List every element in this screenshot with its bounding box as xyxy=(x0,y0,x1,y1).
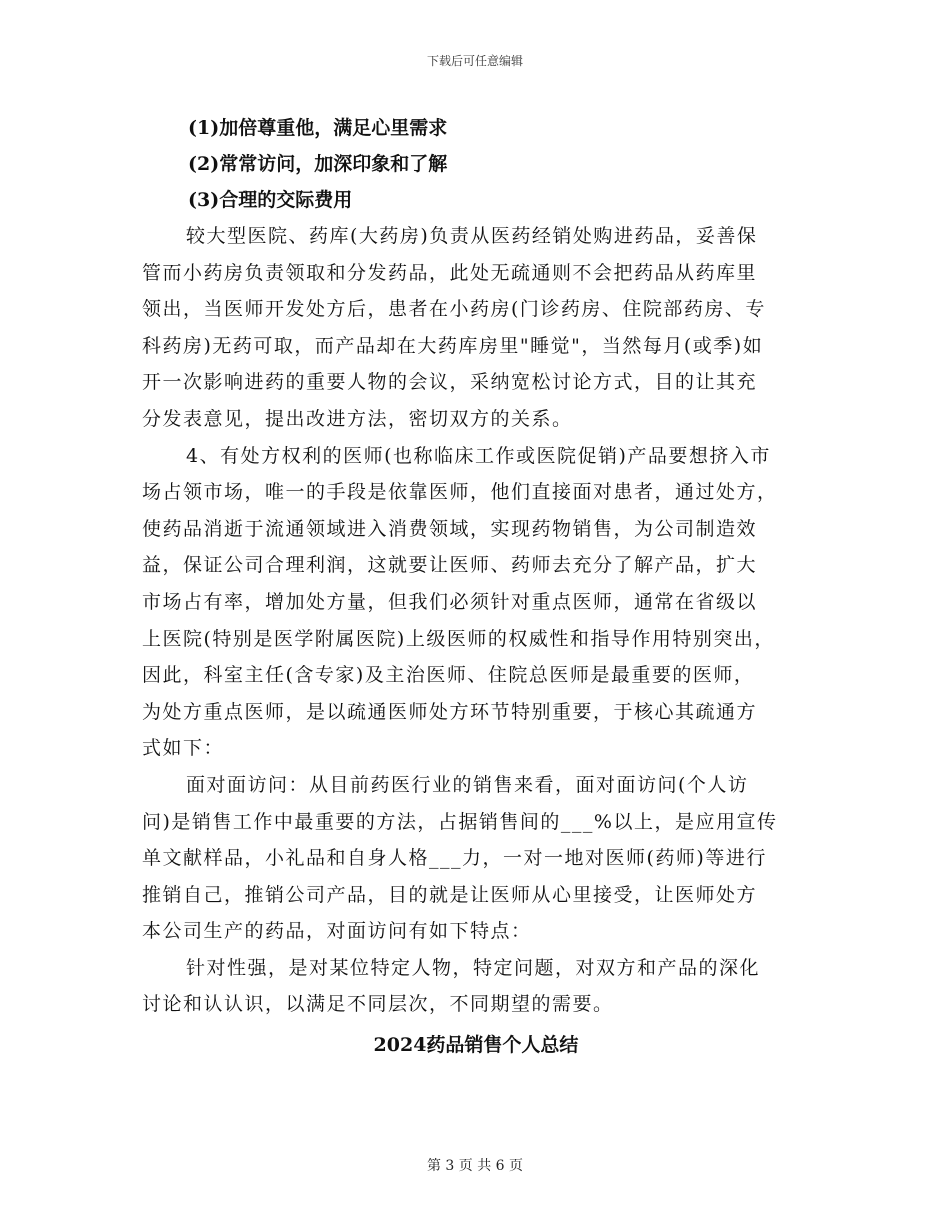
paragraph-prescribing-physicians xyxy=(142,438,810,767)
paragraph-targeted xyxy=(142,950,810,1023)
page-header-note: 下载后可任意编辑 xyxy=(426,54,523,68)
document-body xyxy=(142,110,810,1063)
paragraph-line: 市场占有率，增加处方量，但我们必须针对重点医师，通常在省级以 xyxy=(142,590,758,613)
paragraph-line: 问)是销售工作中最重要的方法，占据销售间的___%以上，是应用宣传 xyxy=(142,810,778,833)
paragraph-line: 因此，科室主任(含专家)及主治医师、住院总医师是最重要的医师， xyxy=(142,664,755,687)
paragraph-line: 面对面访问：从目前药医行业的销售来看，面对面访问(个人访 xyxy=(186,773,749,796)
section-heading-2: (2)常常访问，加深印象和了解 xyxy=(188,153,448,175)
paragraph-line: 使药品消逝于流通领域进入消费领域，实现药物销售，为公司制造效 xyxy=(142,517,758,540)
paragraph-line: 4、有处方权利的医师(也称临床工作或医院促销)产品要想挤入市 xyxy=(186,444,771,467)
document-title: 2024药品销售个人总结 xyxy=(373,1034,579,1057)
section-heading-1: (1)加倍尊重他，满足心里需求 xyxy=(188,117,448,139)
paragraph-line: 针对性强，是对某位特定人物，特定问题，对双方和产品的深化 xyxy=(186,956,761,979)
paragraph-face-to-face xyxy=(142,767,810,950)
paragraph-line: 益，保证公司合理利润，这就要让医师、药师去充分了解产品，扩大 xyxy=(142,554,758,577)
paragraph-line: 场占领市场，唯一的手段是依靠医师，他们直接面对患者，通过处方， xyxy=(142,481,778,504)
page-number: 第 3 页 共 6 页 xyxy=(426,1158,524,1174)
paragraph-line: 管而小药房负责领取和分发药品，此处无疏通则不会把药品从药库里 xyxy=(142,261,758,284)
paragraph-line: 讨论和认认识，以满足不同层次，不同期望的需要。 xyxy=(142,993,614,1016)
paragraph-line: 为处方重点医师，是以疏通医师处方环节特别重要，于核心其疏通方 xyxy=(142,700,758,723)
paragraph-line: 单文献样品，小礼品和自身人格___力，一对一地对医师(药师)等进行 xyxy=(142,847,767,870)
paragraph-line: 本公司生产的药品，对面访问有如下特点： xyxy=(142,920,532,943)
paragraph-line: 领出，当医师开发处方后，患者在小药房(门诊药房、住院部药房、专 xyxy=(142,298,766,321)
section-heading-3: (3)合理的交际费用 xyxy=(188,189,353,211)
paragraph-line: 式如下： xyxy=(142,737,225,760)
paragraph-line: 开一次影响进药的重要人物的会议，采纳宽松讨论方式，目的让其充 xyxy=(142,371,758,394)
paragraph-line: 上医院(特别是医学附属医院)上级医师的权威性和指导作用特别突出， xyxy=(142,627,775,650)
paragraph-line: 较大型医院、药库(大药房)负责从医药经销处购进药品，妥善保 xyxy=(186,225,758,247)
paragraph-line: 推销自己，推销公司产品，目的就是让医师从心里接受，让医师处方 xyxy=(142,883,758,906)
paragraph-line: 科药房)无药可取，而产品却在大药库房里"睡觉"，当然每月(或季)如 xyxy=(142,334,764,357)
paragraph-line: 分发表意见，提出改进方法，密切双方的关系。 xyxy=(142,407,573,430)
paragraph-pharmacy xyxy=(142,218,810,438)
